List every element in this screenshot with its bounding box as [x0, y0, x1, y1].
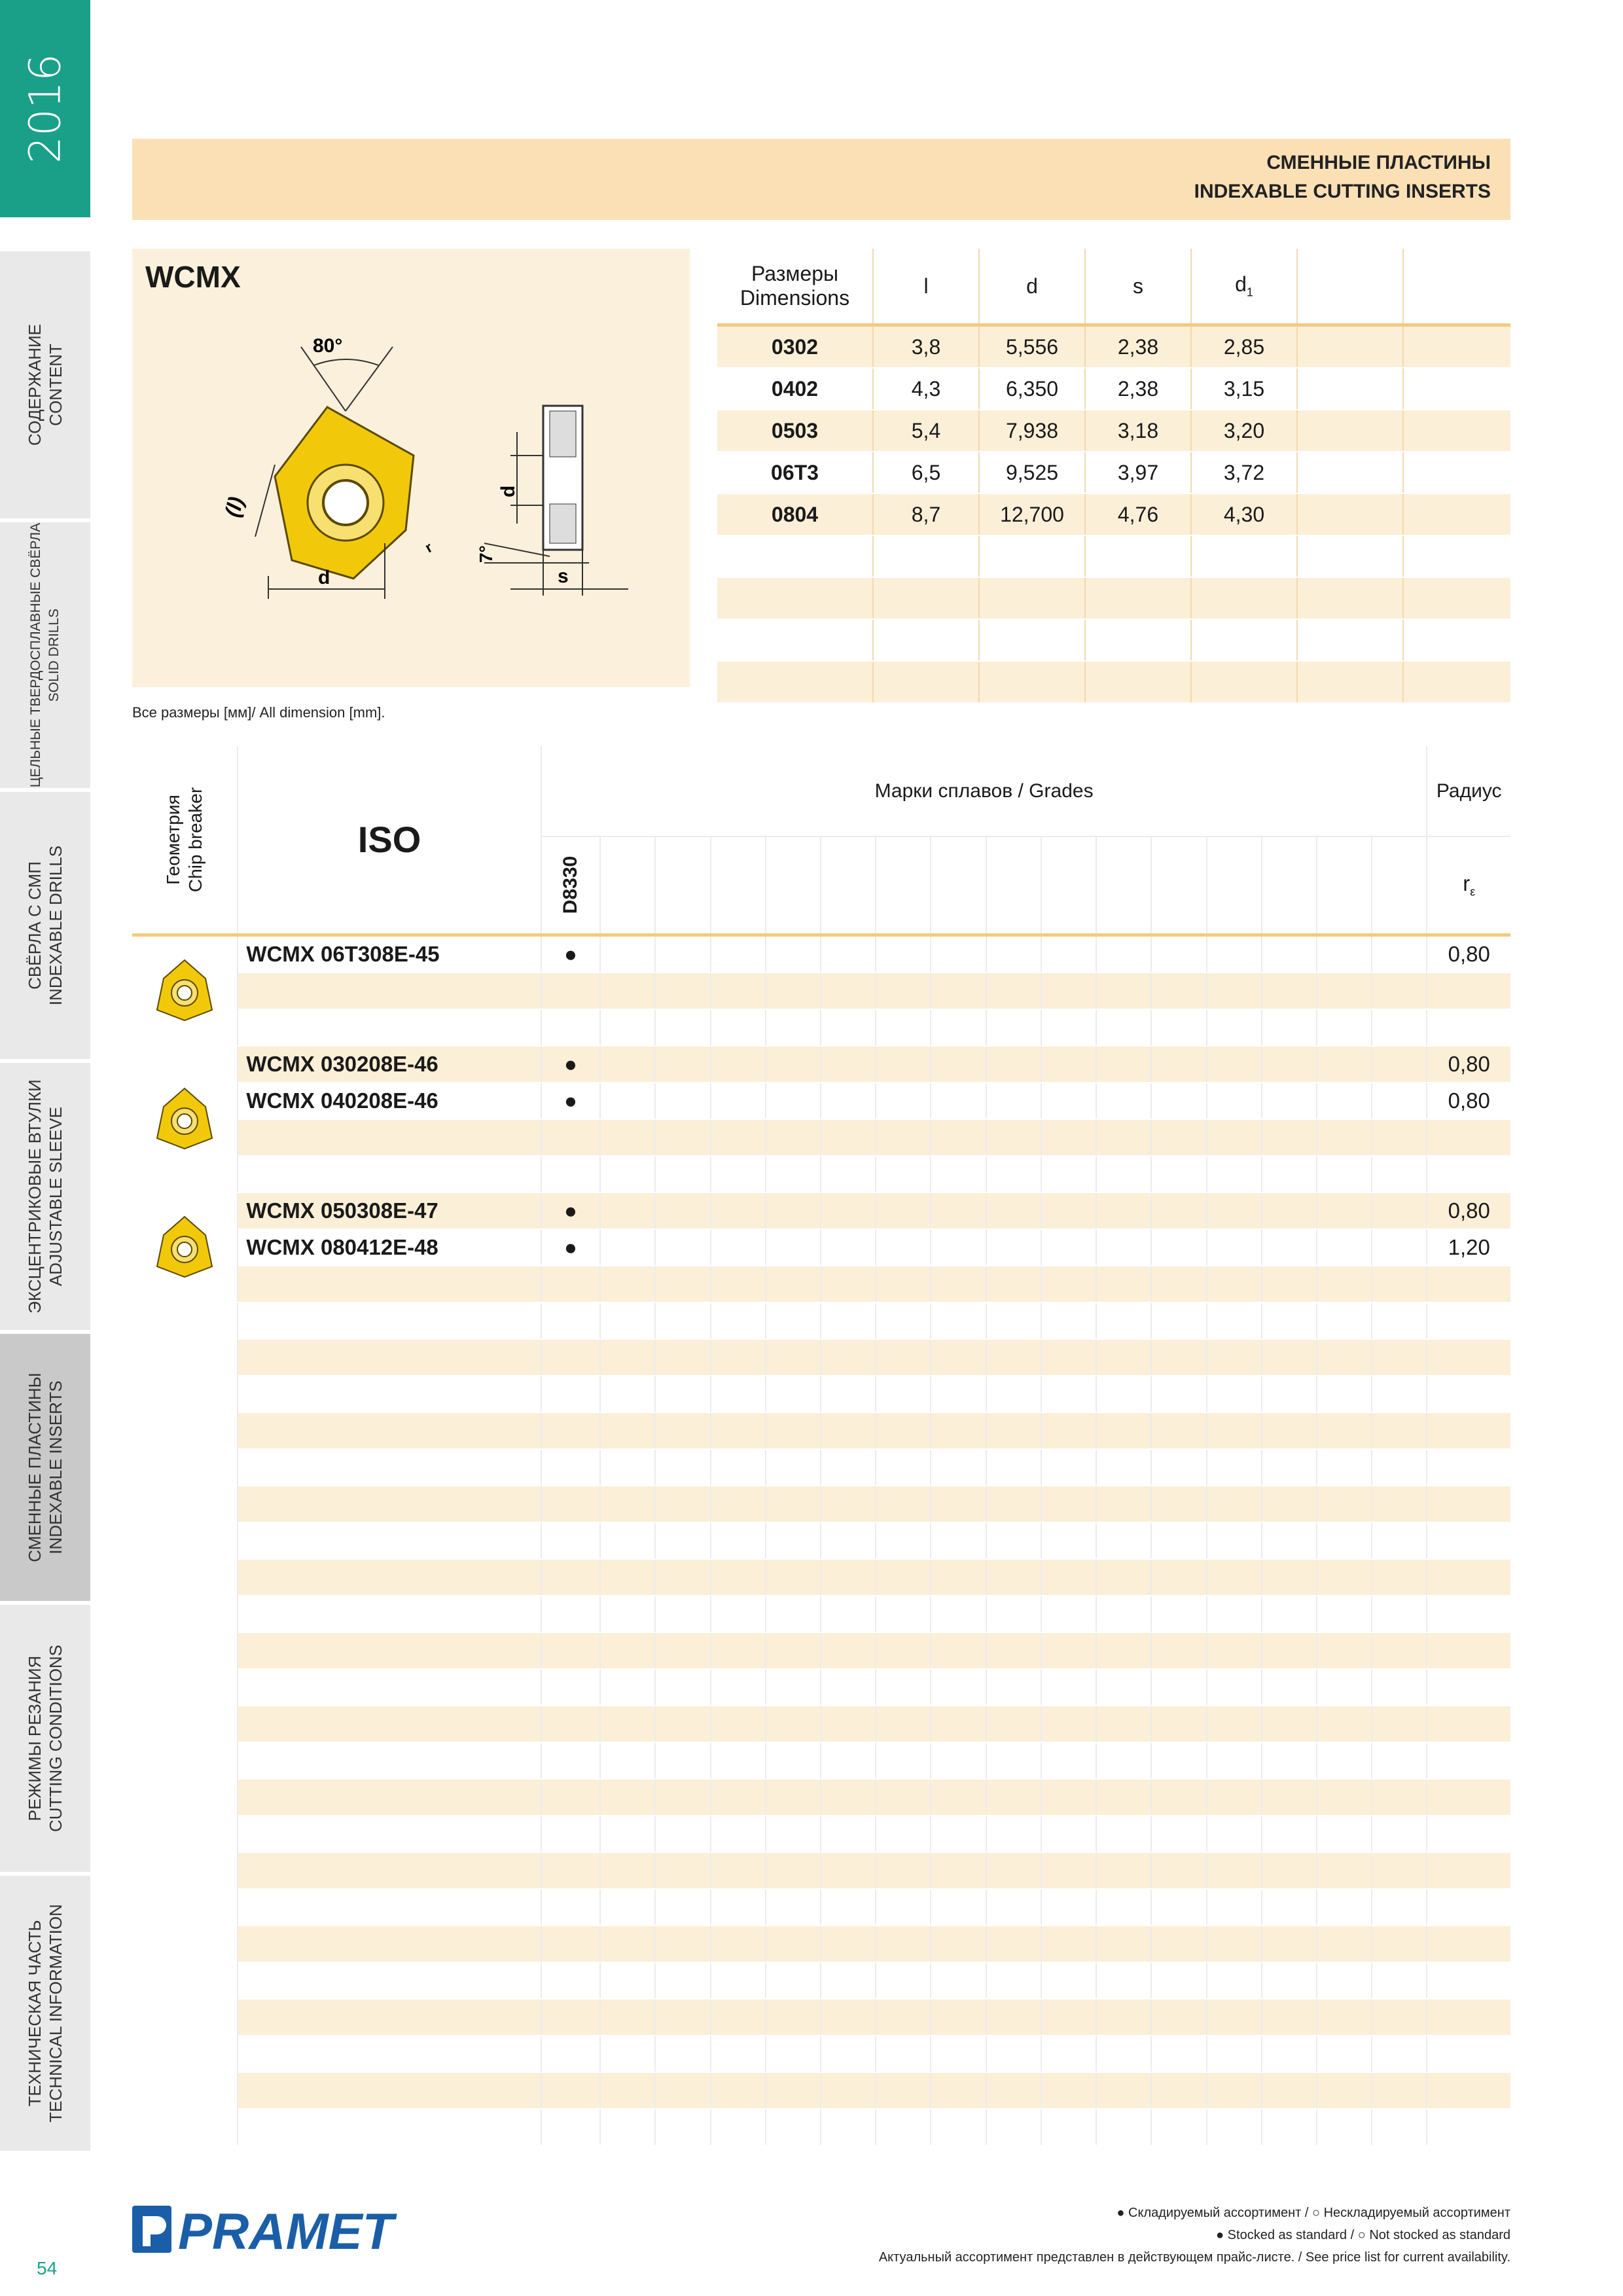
geometry-label-ru: Геометрия: [163, 794, 184, 885]
footer-legend: [879, 2202, 1510, 2269]
col-empty: [1403, 249, 1510, 325]
dims-label-ru: Размеры: [751, 262, 838, 285]
geometry-label-en: Chip breaker: [185, 787, 206, 892]
table-row: [132, 935, 1510, 973]
logo-text: PRAMET: [178, 2203, 394, 2255]
table-row: [132, 1083, 1510, 1119]
header-title-en: INDEXABLE CUTTING INSERTS: [1194, 181, 1491, 202]
chip-breaker-image: [132, 935, 238, 1046]
dims-label-header: [717, 249, 873, 325]
cell-code: 06T3: [717, 452, 873, 493]
radius-value: 1,20: [1427, 1229, 1510, 1266]
cell-l: 6,5: [873, 452, 979, 493]
s-label: s: [558, 565, 569, 587]
cell-d: 12,700: [979, 493, 1085, 535]
d-label: d: [318, 567, 330, 588]
table-row: [132, 1302, 1510, 1339]
table-row: [132, 1742, 1510, 1779]
radius-value: 0,80: [1427, 1193, 1510, 1229]
iso-code: WCMX 06T308E-45: [238, 935, 541, 973]
table-row: [717, 452, 1510, 493]
cell-d1: 4,30: [1191, 493, 1297, 535]
tab-label-ru: РЕЖИМЫ РЕЗАНИЯ: [25, 1655, 45, 1821]
l-label: (l): [220, 494, 249, 520]
tab-label-en: ADJUSTABLE SLEEVE: [46, 1106, 65, 1287]
cell-d: 6,350: [979, 368, 1085, 410]
iso-code: WCMX 040208E-46: [238, 1083, 541, 1119]
cell-s: 3,97: [1085, 452, 1191, 493]
tab-label-en: CUTTING CONDITIONS: [46, 1645, 65, 1832]
year-label: 2016: [20, 54, 71, 164]
dimensions-note: Все размеры [мм]/ All dimension [mm].: [132, 704, 385, 721]
table-row: [717, 577, 1510, 619]
table-row: [717, 535, 1510, 577]
cell-s: 3,18: [1085, 410, 1191, 452]
angle-label: 80°: [313, 335, 343, 357]
grades-title: Марки сплавов / Grades: [541, 746, 1427, 836]
cell-d: 9,525: [979, 452, 1085, 493]
radius-value: 0,80: [1427, 1083, 1510, 1119]
tab-label-ru: ЭКСЦЕНТРИКОВЫЕ ВТУЛКИ: [25, 1079, 45, 1314]
sidebar-tab-indexable-drills[interactable]: [0, 792, 90, 1063]
cell-l: 8,7: [873, 493, 979, 535]
radius-symbol: r: [1463, 870, 1471, 895]
tab-label-en: INDEXABLE DRILLS: [46, 845, 65, 1006]
stock-marker: ●: [541, 1193, 600, 1229]
insert-icon: [145, 1209, 224, 1281]
cell-code: 0503: [717, 410, 873, 452]
d1-subscript: 1: [1246, 285, 1253, 299]
col-s: s: [1085, 249, 1191, 325]
table-row: [132, 2036, 1510, 2072]
radius-title: Радиус: [1427, 746, 1510, 836]
table-row: [132, 1596, 1510, 1632]
table-row: [132, 1632, 1510, 1669]
d1-label: d: [497, 485, 519, 497]
legend-ru: ● Складируемый ассортимент / ○ Нескладируемый ассортимент: [1116, 2206, 1510, 2220]
col-d1: [1191, 249, 1297, 325]
cell-code: 0804: [717, 493, 873, 535]
table-row: [132, 1193, 1510, 1229]
sidebar-tab-technical-info[interactable]: [0, 1876, 90, 2155]
cell-d1: 3,72: [1191, 452, 1297, 493]
cell-s: 4,76: [1085, 493, 1191, 535]
table-row: [132, 1889, 1510, 1926]
tab-label-ru: ЦЕЛЬНЫЕ ТВЕРДОСПЛАВНЫЕ СВЁРЛА: [28, 522, 43, 788]
cell-l: 3,8: [873, 325, 979, 368]
insert-drawing: [196, 327, 654, 602]
table-row: [132, 1926, 1510, 1962]
tab-label-en: INDEXABLE INSERTS: [46, 1380, 65, 1554]
tab-label-ru: ТЕХНИЧЕСКАЯ ЧАСТЬ: [25, 1920, 45, 2107]
table-row: [717, 325, 1510, 368]
grades-header-row: [132, 746, 1510, 836]
insert-icon: [145, 952, 224, 1024]
cell-d: 7,938: [979, 410, 1085, 452]
table-row: [132, 1669, 1510, 1706]
table-row: [132, 973, 1510, 1009]
insert-hole-inner: [323, 480, 368, 525]
iso-header: ISO: [238, 746, 541, 935]
insert-icon: [145, 1081, 224, 1153]
section-header: [132, 139, 1510, 220]
table-row: [132, 1852, 1510, 1889]
col-empty: [1297, 249, 1403, 325]
dims-label-en: Dimensions: [740, 286, 850, 310]
table-row: [132, 2109, 1510, 2145]
table-row: [132, 1156, 1510, 1193]
sidebar-tab-cutting-conditions[interactable]: [0, 1605, 90, 1876]
pramet-logo: [132, 2203, 407, 2255]
table-row: [132, 1449, 1510, 1486]
cell-s: 2,38: [1085, 368, 1191, 410]
table-row: [717, 410, 1510, 452]
table-row: [132, 2072, 1510, 2109]
product-name: WCMX: [145, 260, 241, 294]
grade-col-d8330: [541, 836, 600, 935]
table-row: [132, 1412, 1510, 1449]
tab-label-ru: СМЕННЫЕ ПЛАСТИНЫ: [25, 1372, 45, 1562]
grade-label: D8330: [559, 856, 581, 914]
table-row: [132, 1522, 1510, 1559]
table-row: [132, 1779, 1510, 1816]
col-d: d: [979, 249, 1085, 325]
table-row: [717, 661, 1510, 703]
chip-breaker-image: [132, 1046, 238, 1193]
table-row: [717, 619, 1510, 661]
cell-l: 4,3: [873, 368, 979, 410]
page-number: 54: [37, 2258, 58, 2278]
cell-code: 0302: [717, 325, 873, 368]
stock-marker: ●: [541, 1083, 600, 1119]
sidebar-tab-solid-drills[interactable]: [0, 522, 90, 792]
table-row: [132, 1962, 1510, 1999]
seven-degree-label: 7°: [476, 545, 496, 563]
grades-table: [132, 746, 1510, 2146]
legend-note: Актуальный ассортимент представлен в действующем прайс-листе. / See price list for current availability.: [878, 2250, 1510, 2265]
tab-label-en: TECHNICAL INFORMATION: [46, 1904, 65, 2123]
table-row: [132, 1559, 1510, 1596]
iso-code: WCMX 080412E-48: [238, 1229, 541, 1266]
dimensions-table: [717, 249, 1510, 704]
geometry-header: [132, 746, 238, 935]
col-l: l: [873, 249, 979, 325]
table-row: [132, 1009, 1510, 1046]
stock-marker: ●: [541, 1229, 600, 1266]
table-row: [132, 1706, 1510, 1742]
cell-d: 5,556: [979, 325, 1085, 368]
stock-marker: ●: [541, 935, 600, 973]
cell-d1: 3,20: [1191, 410, 1297, 452]
table-row: [132, 1339, 1510, 1376]
cell-d1: 2,85: [1191, 325, 1297, 368]
d1-symbol: d: [1235, 272, 1247, 296]
header-title-ru: СМЕННЫЕ ПЛАСТИНЫ: [1266, 152, 1491, 173]
r-epsilon-label: r: [422, 539, 435, 556]
cell-l: 5,4: [873, 410, 979, 452]
table-row: [132, 1376, 1510, 1412]
iso-code: WCMX 030208E-46: [238, 1046, 541, 1083]
table-row: [717, 368, 1510, 410]
table-row: [132, 1486, 1510, 1522]
radius-subscript: ε: [1470, 885, 1476, 899]
cell-d1: 3,15: [1191, 368, 1297, 410]
radius-value: 0,80: [1427, 1046, 1510, 1083]
legend-en: ● Stocked as standard / ○ Not stocked as standard: [1216, 2228, 1510, 2242]
radius-value: 0,80: [1427, 935, 1510, 973]
table-row: [132, 1999, 1510, 2036]
tab-label-en: SOLID DRILLS: [46, 608, 62, 702]
table-row: [132, 1046, 1510, 1083]
stock-marker: ●: [541, 1046, 600, 1083]
cell-code: 0402: [717, 368, 873, 410]
tab-label-ru: СОДЕРЖАНИЕ: [25, 323, 45, 446]
dims-header-row: [717, 249, 1510, 325]
tab-label-en: CONTENT: [46, 344, 65, 426]
empty-geometry-cell: [132, 1302, 238, 2145]
sidebar-tab-adjustable-sleeve[interactable]: [0, 1063, 90, 1334]
cell-s: 2,38: [1085, 325, 1191, 368]
sidebar-tab-content[interactable]: [0, 251, 90, 522]
iso-code: WCMX 050308E-47: [238, 1193, 541, 1229]
sidebar-tab-indexable-inserts[interactable]: [0, 1334, 90, 1605]
tab-label-ru: СВЁРЛА С СМП: [25, 861, 45, 990]
radius-symbol-header: [1427, 836, 1510, 935]
table-row: [132, 1816, 1510, 1852]
table-row: [132, 1119, 1510, 1156]
year-tab: [0, 0, 90, 217]
table-row: [132, 1266, 1510, 1302]
table-row: [717, 493, 1510, 535]
table-row: [132, 1229, 1510, 1266]
chip-breaker-image: [132, 1193, 238, 1302]
